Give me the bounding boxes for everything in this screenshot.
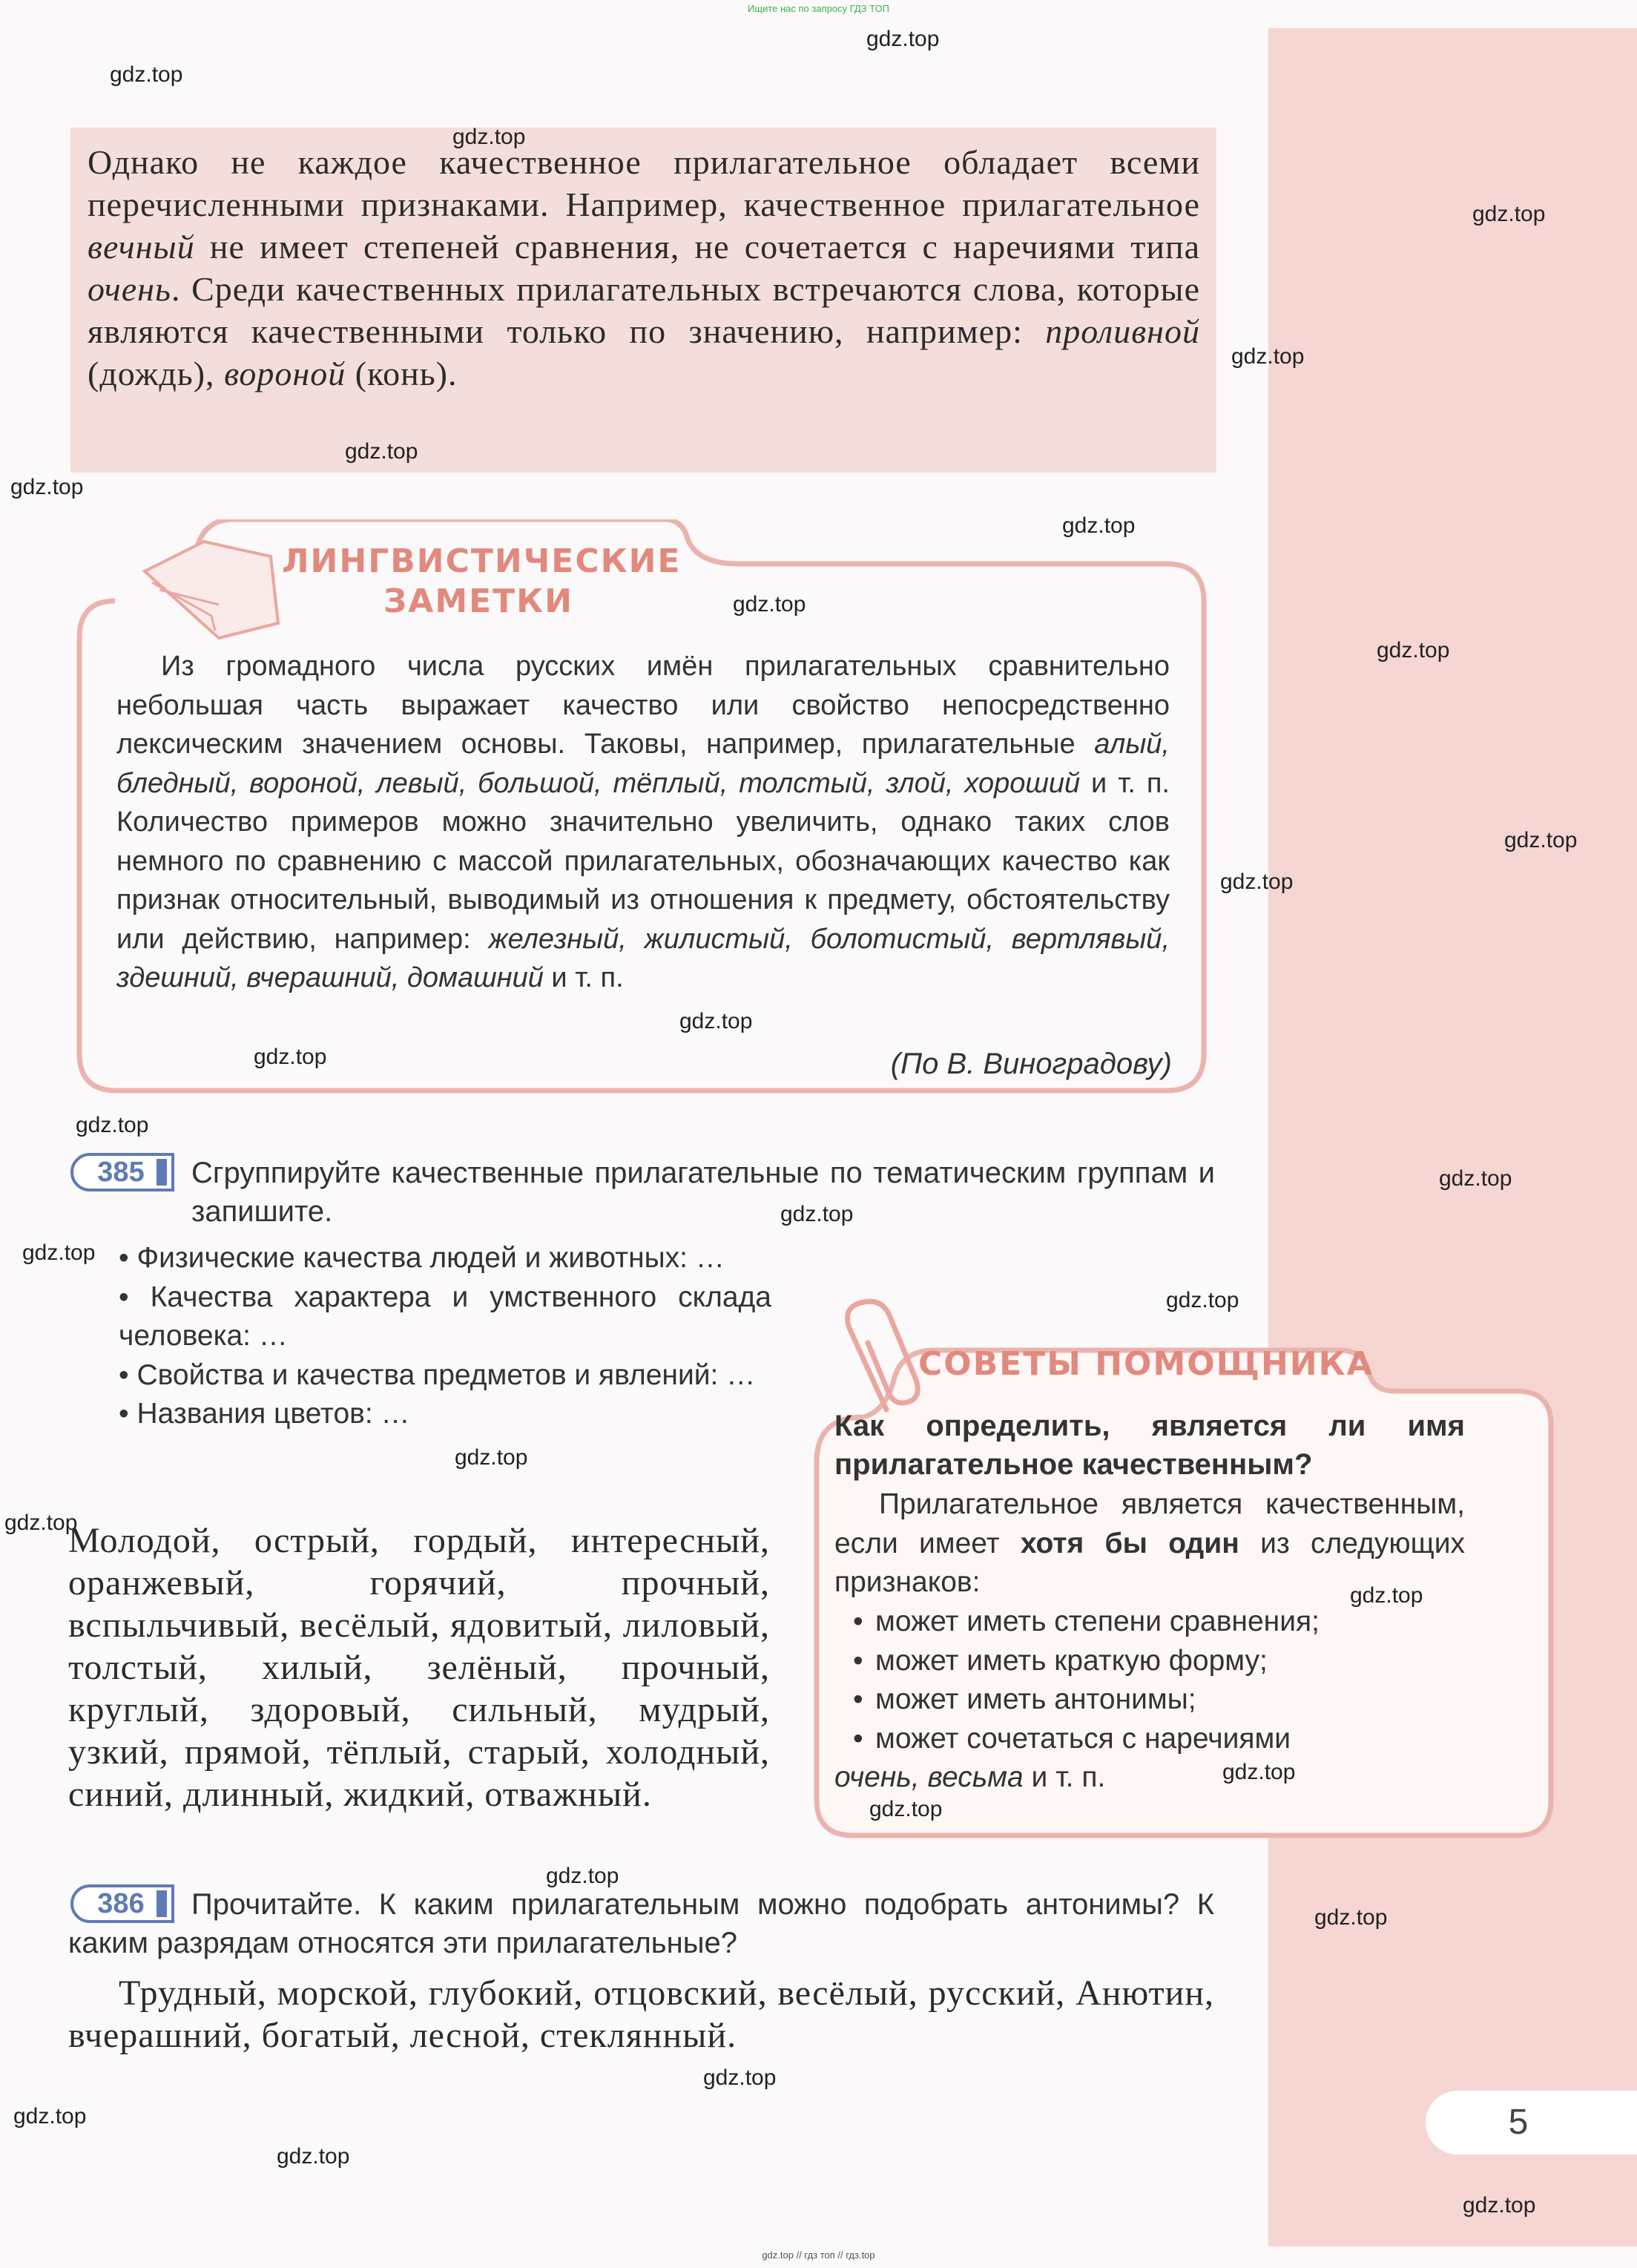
helper-tips-question: Как определить, является ли имя прилагательное качественным? xyxy=(834,1410,1465,1481)
watermark: gdz.top xyxy=(345,439,418,464)
top-search-note: Ищите нас по запросу ГДЗ ТОП xyxy=(748,3,889,14)
tip-item: • может иметь антонимы; xyxy=(834,1680,1465,1720)
watermark: gdz.top xyxy=(703,2065,777,2090)
watermark: gdz.top xyxy=(780,1202,854,1226)
watermark: gdz.top xyxy=(733,592,806,617)
rule-text: Однако не каждое качественное прилагательное обладает всеми перечисленными признаками. Например, качественное прилагательное вечный не имеет степеней сравнения, не сочетается с наречиями типа очень. Среди качественных прилагательных встречаются слова, которые являются качественными только по значению, например: проливной (дождь), вороной (конь). xyxy=(88,143,1200,392)
helper-tips-intro: Прилагательное является качественным, если имеет хотя бы один из следующих признаков: xyxy=(834,1488,1465,1598)
watermark: gdz.top xyxy=(254,1045,327,1069)
watermark: gdz.top xyxy=(866,27,940,51)
tip-item: • может иметь краткую форму; xyxy=(834,1642,1465,1681)
group-item: • Свойства и качества предметов и явлений: … xyxy=(119,1358,756,1391)
watermark: gdz.top xyxy=(76,1113,149,1137)
watermark: gdz.top xyxy=(1314,1905,1388,1930)
bottom-note: gdz.top // гдз топ // гдз.top xyxy=(762,2249,875,2261)
watermark: gdz.top xyxy=(1220,870,1294,894)
helper-tips-title: СОВЕТЫ ПОМОЩНИКА xyxy=(918,1345,1374,1383)
watermark: gdz.top xyxy=(679,1009,753,1033)
watermark: gdz.top xyxy=(455,1445,528,1470)
exercise-386-badge: 386 xyxy=(70,1884,174,1923)
tip-tail: очень, весьма и т. п. xyxy=(834,1761,1106,1793)
group-item: • Физические качества людей и животных: … xyxy=(119,1242,725,1274)
watermark: gdz.top xyxy=(869,1797,943,1821)
group-item: • Качества характера и умственного склада человека: … xyxy=(119,1281,771,1352)
watermark: gdz.top xyxy=(1350,1583,1423,1608)
exercise-386-task: Прочитайте. К каким прилагательным можно подобрать антонимы? К каким разрядам относятся эти прилагательные? xyxy=(68,1888,1214,1959)
notes-book-icon xyxy=(145,542,278,638)
watermark: gdz.top xyxy=(10,475,84,499)
watermark: gdz.top xyxy=(1472,202,1546,226)
exercise-385-groups xyxy=(119,1239,771,1434)
exercise-385-badge: 385 xyxy=(70,1153,174,1191)
watermark: gdz.top xyxy=(452,125,526,149)
watermark: gdz.top xyxy=(546,1864,619,1888)
watermark: gdz.top xyxy=(22,1240,96,1265)
exercise-386-words: Трудный, морской, глубокий, отцовский, весёлый, русский, Анютин, вчерашний, богатый, лесной, стеклянный. xyxy=(68,1973,1214,2055)
watermark: gdz.top xyxy=(1504,828,1578,852)
watermark: gdz.top xyxy=(1377,638,1450,663)
linguistic-notes-source: (По В. Виноградову) xyxy=(890,1048,1172,1080)
watermark: gdz.top xyxy=(1463,2193,1536,2218)
tip-item: • может сочетаться с наречиями xyxy=(834,1720,1465,1759)
watermark: gdz.top xyxy=(13,2104,87,2129)
watermark: gdz.top xyxy=(110,62,183,87)
page-number: 5 xyxy=(1508,2103,1529,2142)
watermark: gdz.top xyxy=(1222,1760,1296,1784)
watermark: gdz.top xyxy=(4,1511,78,1535)
linguistic-notes-text: Из громадного числа русских имён прилагательных сравнительно небольшая часть выражает качество или свойство непосредственно лексическим значением основы. Таковы, например, прилагательные алый, бледный, вороной, левый, большой, тёплый, толстый, злой, хороший и т. п. Количество примеров можно значительно увеличить, однако таких слов немного по сравнению с массой прилагательных, обозначающих качество как признак относительный, выводимый из отношения к предмету, обстоятельству или действию, например: железный, жилистый, болотистый, вертлявый, здешний, вчерашний, домашний и т. п. xyxy=(116,651,1170,993)
watermark: gdz.top xyxy=(1439,1166,1512,1191)
watermark: gdz.top xyxy=(1166,1288,1239,1312)
exercise-385-words: Молодой, острый, гордый, интересный, оранжевый, горячий, прочный, вспыльчивый, весёлый, ядовитый, лиловый, толстый, хилый, зелёный, прочный, круглый, здоровый, сильный, мудрый, узкий, прямой, тёплый, старый, холодный, синий, длинный, жидкий, отважный. xyxy=(68,1521,770,1814)
tip-item: • может иметь степени сравнения; xyxy=(834,1603,1465,1642)
watermark: gdz.top xyxy=(1062,513,1136,538)
exercise-385-task: Сгруппируйте качественные прилагательные по тематическим группам и запишите. xyxy=(191,1157,1215,1228)
group-item: • Названия цветов: … xyxy=(119,1398,410,1430)
watermark: gdz.top xyxy=(1231,344,1305,369)
linguistic-notes-title: ЛИНГВИСТИЧЕСКИЕ ЗАМЕТКИ xyxy=(282,542,682,620)
helper-tips-list xyxy=(834,1603,1465,1798)
watermark: gdz.top xyxy=(277,2144,350,2169)
